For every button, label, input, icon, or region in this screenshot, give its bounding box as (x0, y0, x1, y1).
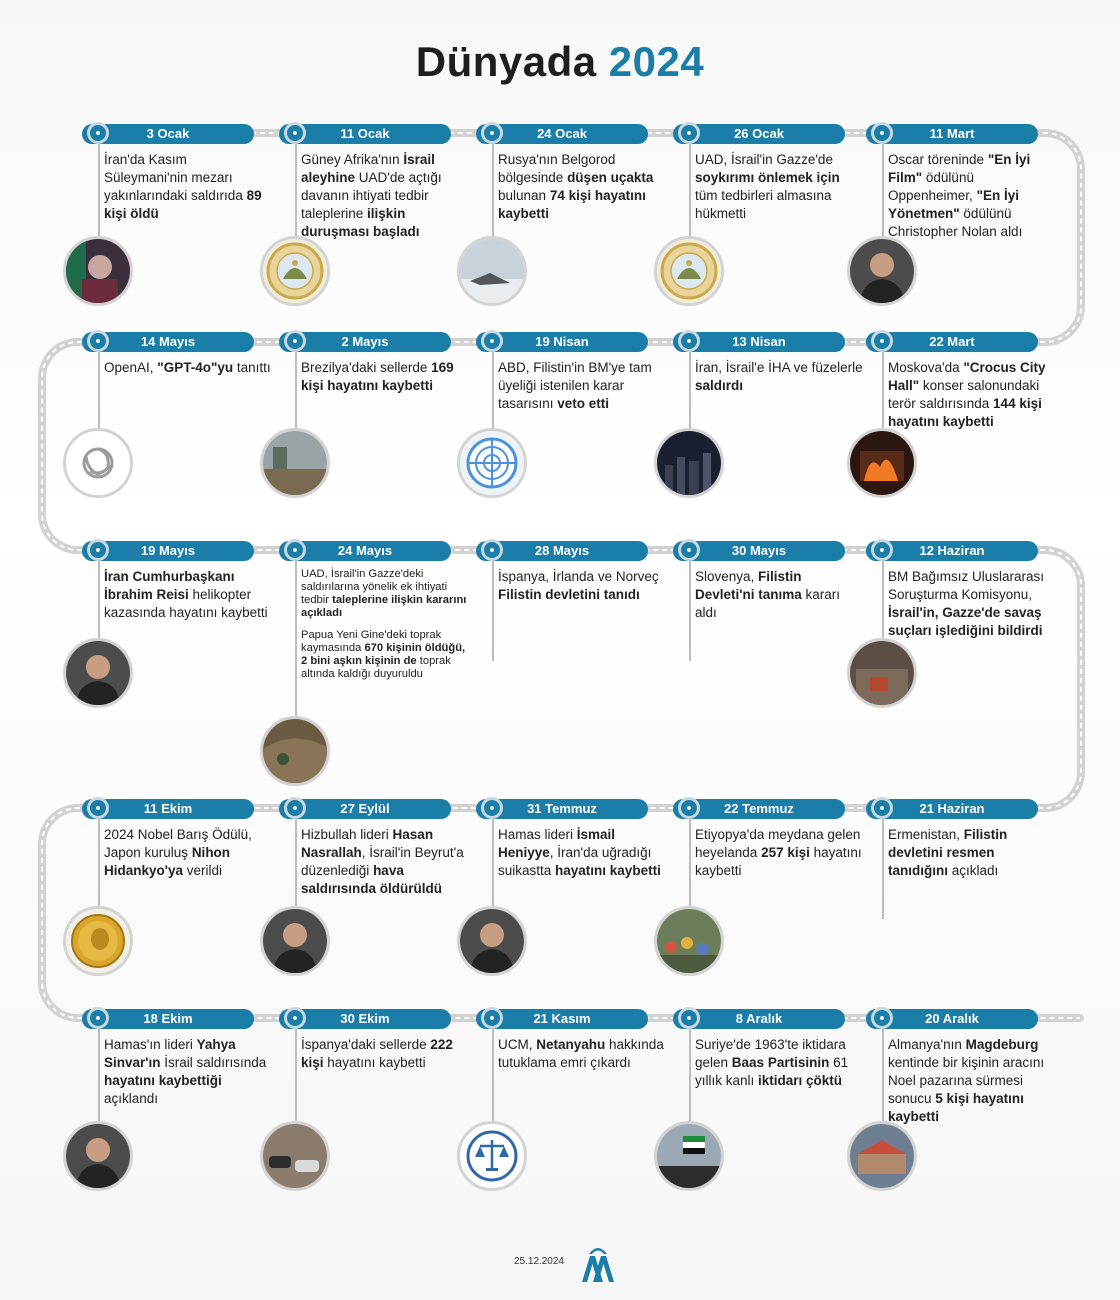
event-description: ABD, Filistin'in BM'ye tam üyeliği istenilen karar tasarısını veto etti (498, 360, 652, 411)
footer (0, 1244, 1120, 1284)
event-date: 30 Ekim (340, 1011, 390, 1026)
crowd-photo-icon (654, 906, 724, 976)
icc-emblem-icon (457, 1121, 527, 1191)
event-description: Slovenya, Filistin Devleti'ni tanıma kararı aldı (695, 569, 841, 620)
event-date: 24 Mayıs (337, 543, 393, 558)
footer-date: 25.12.2024 (513, 1256, 564, 1267)
date-pill (673, 799, 845, 819)
date-pill (866, 541, 1038, 561)
event-description: İran Cumhurbaşkanı İbrahim Reisi helikopter kazasında hayatını kaybetti (104, 569, 268, 620)
crowd-flag-photo-icon (654, 1121, 724, 1191)
event-connector (295, 561, 297, 723)
date-pill (476, 541, 648, 561)
date-pill (476, 799, 648, 819)
event-date: 31 Temmuz (527, 801, 597, 816)
event-date: 22 Mart (929, 334, 975, 349)
date-pill (476, 124, 648, 144)
event-description: UAD, İsrail'in Gazze'deki saldırılarına yönelik ek ihtiyati tedbir taleplerine ilişkin kararını açıkladı (301, 568, 467, 619)
date-pill (82, 332, 254, 352)
event-description: Güney Afrika'nın İsrail aleyhine UAD'de açtığı davanın ihtiyati tedbir taleplerine ilişkin duruşması başladı (301, 152, 442, 239)
blast-photo-icon (63, 236, 133, 306)
event-date: 21 Kasım (533, 1011, 591, 1026)
event-date: 13 Nisan (732, 334, 786, 349)
event-description: Moskova'da "Crocus City Hall" konser salonundaki terör saldırısında 144 kişi hayatını kaybetti (888, 360, 1046, 429)
event-description: İspanya'daki sellerde 222 kişi hayatını kaybetti (301, 1037, 453, 1070)
un-emblem-icon (457, 428, 527, 498)
date-pill (866, 1009, 1038, 1029)
portrait-photo-icon (63, 1121, 133, 1191)
event-date: 20 Aralık (925, 1011, 979, 1026)
event-description: Hamas lideri İsmail Heniyye, İran'da uğradığı suikastta hayatını kaybetti (498, 827, 661, 878)
title-main: Dünyada (415, 38, 597, 85)
event-date: 2 Mayıs (341, 334, 389, 349)
event-description: BM Bağımsız Uluslararası Soruşturma Komisyonu, İsrail'in, Gazze'de savaş suçları işlediğini bildirdi (888, 569, 1045, 638)
aa-logo-icon (580, 1244, 616, 1284)
event-date: 14 Mayıs (140, 334, 196, 349)
event-description: Suriye'de 1963'te iktidara gelen Baas Partisinin 61 yıllık kanlı iktidarı çöktü (695, 1037, 849, 1088)
event-date: 28 Mayıs (534, 543, 590, 558)
title-year: 2024 (608, 38, 705, 85)
event-date: 19 Mayıs (140, 543, 196, 558)
event-date: 19 Nisan (535, 334, 589, 349)
event-description: OpenAI, "GPT-4o"yu tanıttı (104, 360, 271, 375)
date-pill (82, 124, 254, 144)
date-pill (673, 541, 845, 561)
date-pill (82, 799, 254, 819)
portrait-photo-icon (847, 236, 917, 306)
date-pill (82, 541, 254, 561)
date-pill (866, 799, 1038, 819)
date-pill (279, 1009, 451, 1029)
market-photo-icon (847, 1121, 917, 1191)
date-pill (279, 124, 451, 144)
date-pill (476, 332, 648, 352)
event-description: Ermenistan, Filistin devletini resmen tanıdığını açıkladı (888, 827, 1008, 878)
openai-logo-icon (63, 428, 133, 498)
date-pill (476, 1009, 648, 1029)
date-pill (279, 541, 451, 561)
night-city-photo-icon (654, 428, 724, 498)
date-pill (279, 332, 451, 352)
event-connector (492, 561, 494, 661)
event-date: 24 Ocak (537, 126, 587, 141)
event-date: 30 Mayıs (731, 543, 787, 558)
portrait-photo-icon (457, 906, 527, 976)
event-description: Almanya'nın Magdeburg kentinde bir kişinin aracını Noel pazarına sürmesi sonucu 5 kişi hayatını kaybetti (888, 1037, 1045, 1124)
date-pill (673, 332, 845, 352)
event-description: İran, İsrail'e İHA ve füzelerle saldırdı (695, 360, 863, 393)
event-description: Hamas'ın lideri Yahya Sinvar'ın İsrail saldırısında hayatını kaybettiği açıklandı (104, 1037, 267, 1106)
date-pill (866, 332, 1038, 352)
event-description: UCM, Netanyahu hakkında tutuklama emri çıkardı (498, 1037, 664, 1070)
landslide-photo-icon (260, 716, 330, 786)
event-date: 11 Ocak (340, 126, 390, 141)
icj-emblem-icon (654, 236, 724, 306)
date-pill (866, 124, 1038, 144)
cars-flood-photo-icon (260, 1121, 330, 1191)
date-pill (82, 1009, 254, 1029)
event-description: İran'da Kasım Süleymani'nin mezarı yakınlarındaki saldırıda 89 kişi öldü (104, 152, 262, 221)
event-date: 27 Eylül (340, 801, 390, 816)
icj-emblem-icon (260, 236, 330, 306)
event-description: Hizbullah lideri Hasan Nasrallah, İsrail'in Beyrut'a düzenlediği hava saldırısında öldürüldü (301, 827, 464, 896)
event-description-2: Papua Yeni Gine'deki toprak kaymasında 670 kişinin öldüğü, 2 bini aşkın kişinin de toprak altında kaldığı duyuruldu (301, 629, 466, 680)
flood-photo-icon (260, 428, 330, 498)
event-date: 22 Temmuz (724, 801, 794, 816)
nobel-medal-icon (63, 906, 133, 976)
event-date: 8 Aralık (735, 1011, 783, 1026)
event-description: Rusya'nın Belgorod bölgesinde düşen uçakta bulunan 74 kişi hayatını kaybetti (498, 152, 654, 221)
event-date: 21 Haziran (919, 801, 985, 816)
event-date: 11 Mart (929, 126, 975, 141)
event-description: Etiyopya'da meydana gelen heyelanda 257 kişi hayatını kaybetti (695, 827, 862, 878)
portrait-photo-icon (63, 638, 133, 708)
event-date: 18 Ekim (143, 1011, 193, 1026)
event-date: 11 Ekim (143, 801, 193, 816)
event-date: 12 Haziran (919, 543, 985, 558)
date-pill (673, 1009, 845, 1029)
date-pill (673, 124, 845, 144)
event-date: 3 Ocak (146, 126, 190, 141)
event-description: 2024 Nobel Barış Ödülü, Japon kuruluş Nihon Hidankyo'ya verildi (104, 827, 252, 878)
event-connector (689, 561, 691, 661)
event-description: Brezilya'daki sellerde 169 kişi hayatını kaybetti (301, 360, 454, 393)
gaza-photo-icon (847, 638, 917, 708)
portrait-photo-icon (260, 906, 330, 976)
date-pill (279, 799, 451, 819)
event-description: İspanya, İrlanda ve Norveç Filistin devletini tanıdı (498, 569, 659, 602)
event-description: UAD, İsrail'in Gazze'de soykırımı önlemek için tüm tedbirleri almasına hükmetti (695, 152, 840, 221)
event-description: Oscar töreninde "En İyi Film" ödülünü Oppenheimer, "En İyi Yönetmen" ödülünü Christopher Nolan aldı (888, 152, 1031, 239)
crash-photo-icon (457, 236, 527, 306)
event-connector (882, 819, 884, 919)
event-date: 26 Ocak (734, 126, 784, 141)
fire-photo-icon (847, 428, 917, 498)
